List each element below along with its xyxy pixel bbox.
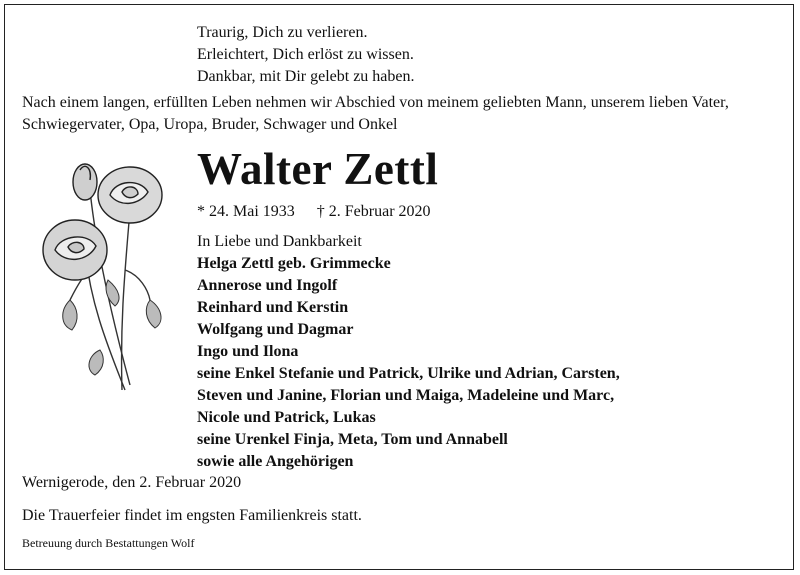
poem-line: Dankbar, mit Dir gelebt zu haben. [197,68,415,85]
intro-text: Nach einem langen, erfüllten Leben nehmen wir Abschied von meinem geliebten Mann, unserem lieben Vater, Schwiegervater, Opa, Uropa, Bruder, Schwager und Onkel [22,94,729,133]
poem-line: Traurig, Dich zu verlieren. [197,24,368,41]
mourner-line: seine Urenkel Finja, Meta, Tom und Annabell [197,431,508,448]
poem-line: Erleichtert, Dich erlöst zu wissen. [197,46,414,63]
life-dates [197,201,431,223]
place-date: Wernigerode, den 2. Februar 2020 [22,474,242,491]
mourner-line: seine Enkel Stefanie und Patrick, Ulrike und Adrian, Carsten, [197,365,620,382]
service-note: Die Trauerfeier findet im engsten Familienkreis statt. [22,507,362,524]
mourner-line: Wolfgang und Dagmar [197,321,354,338]
mourner-line: sowie alle Angehörigen [197,453,354,470]
mourners-list [197,231,620,473]
mourner-line: Steven und Janine, Florian und Maiga, Madeleine und Marc, [197,387,615,404]
death-date: † 2. Februar 2020 [316,203,431,220]
birth-date: * 24. Mai 1933 [197,203,295,220]
mourner-line: Nicole und Patrick, Lukas [197,409,376,426]
mourner-line: Helga Zettl geb. Grimmecke [197,255,391,272]
poem [197,22,415,88]
mourner-line: Ingo und Ilona [197,343,299,360]
mourner-line: Reinhard und Kerstin [197,299,349,316]
roses-illustration [30,150,190,400]
funeral-home-credit: Betreuung durch Bestattungen Wolf [22,536,195,550]
mourner-line: Annerose und Ingolf [197,277,338,294]
mourners-lead: In Liebe und Dankbarkeit [197,233,362,250]
deceased-name: Walter Zettl [197,144,439,194]
